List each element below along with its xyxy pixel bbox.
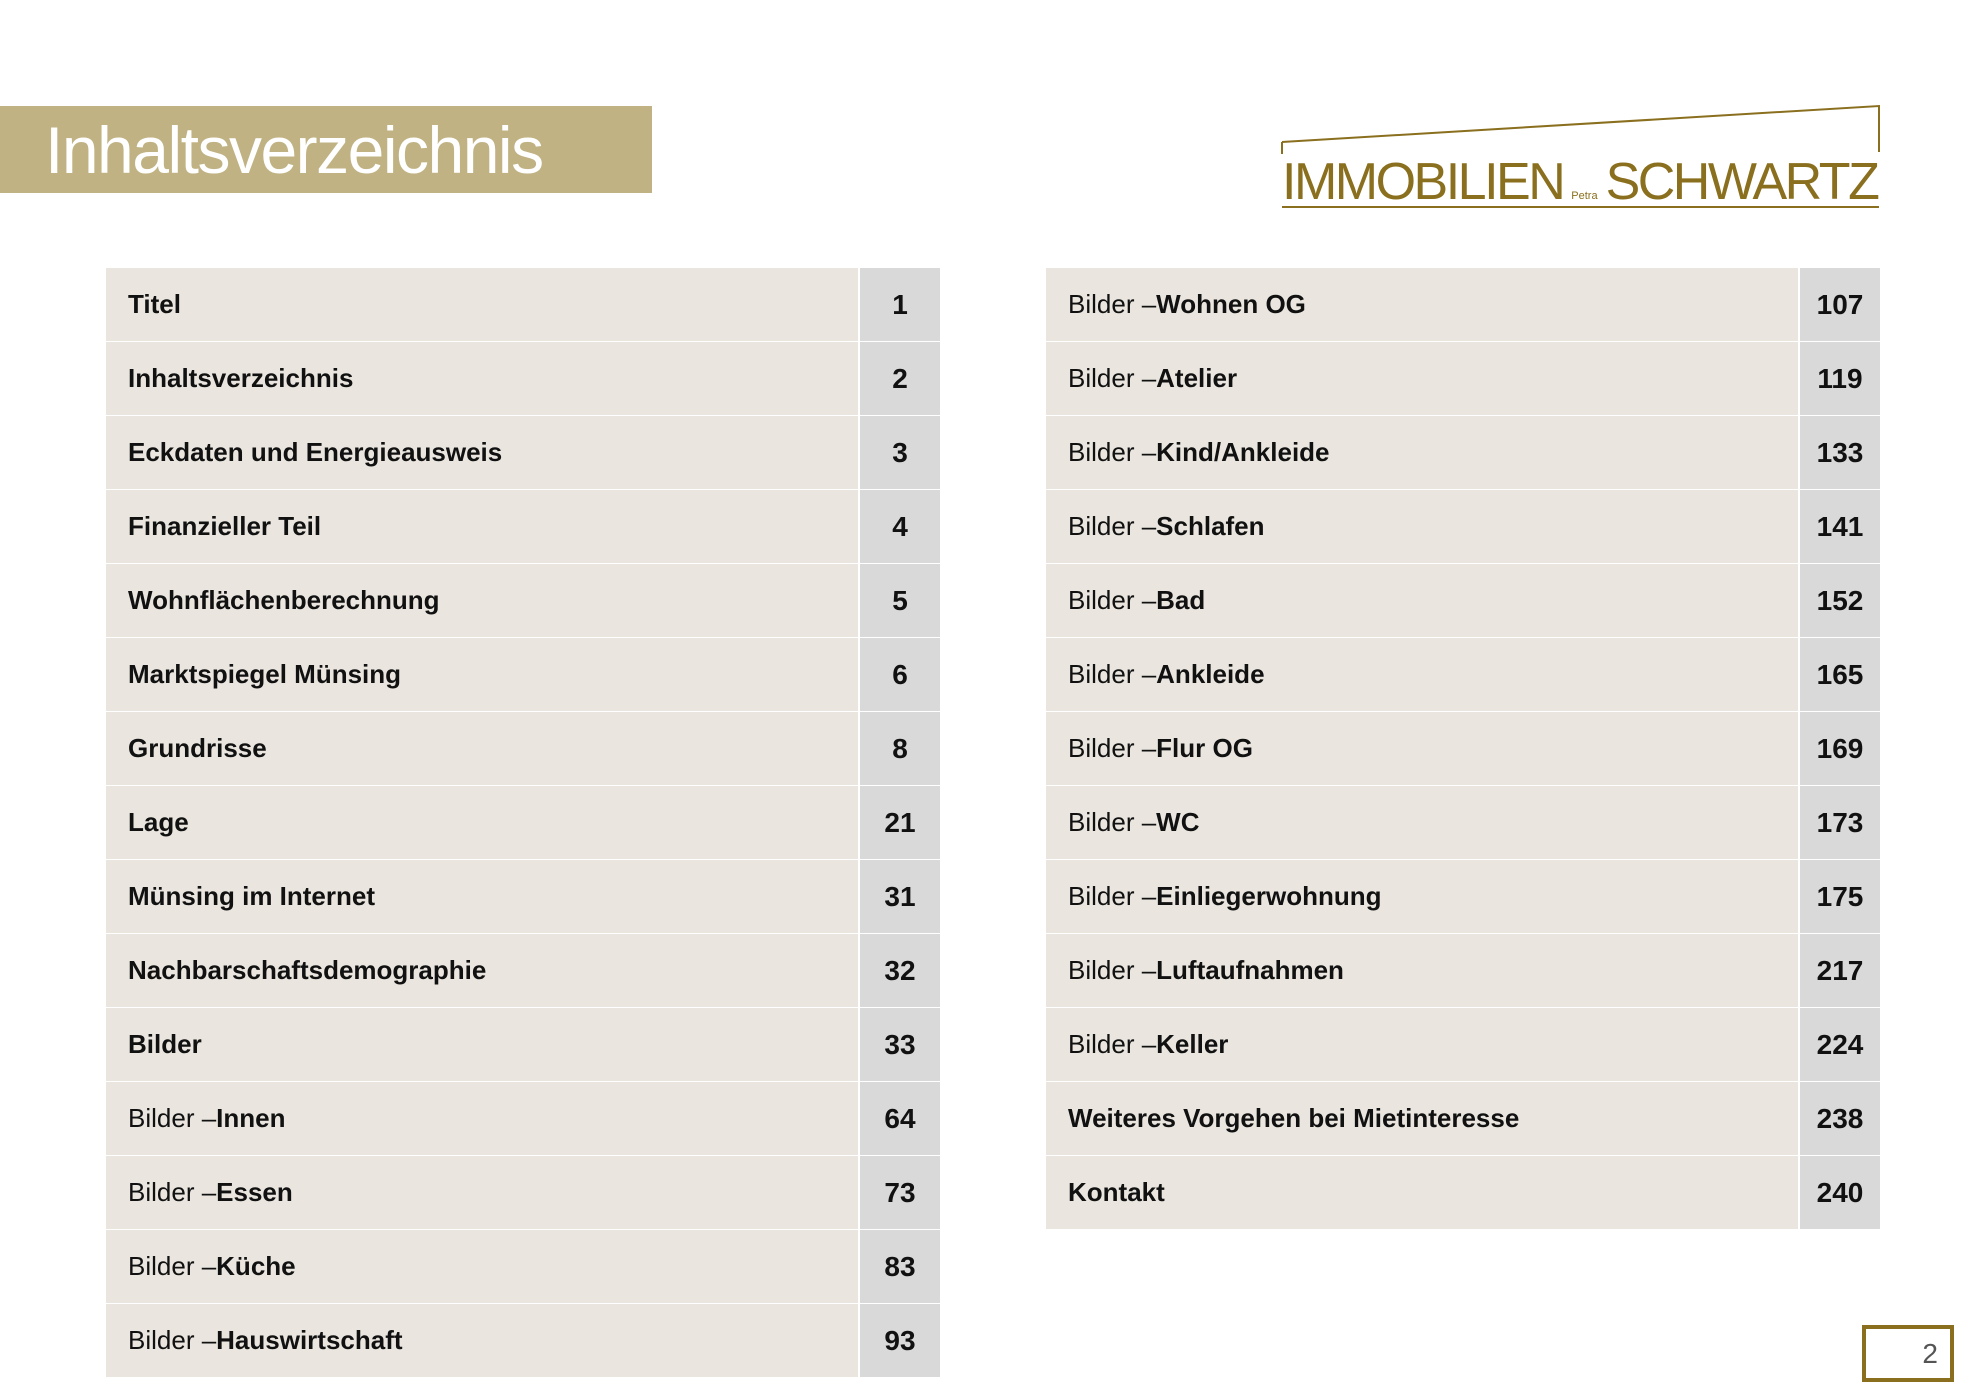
- toc-row[interactable]: [1046, 1082, 1880, 1155]
- toc-entry-label: [106, 860, 858, 933]
- toc-row[interactable]: [1046, 1008, 1880, 1081]
- toc-entry-prefix: Bilder –: [1068, 881, 1157, 911]
- toc-entry-label: [1046, 342, 1798, 415]
- toc-entry-page: 2: [860, 342, 940, 415]
- toc-entry-page: 152: [1800, 564, 1880, 637]
- toc-row[interactable]: [1046, 268, 1880, 341]
- toc-entry-label: [106, 1230, 858, 1303]
- toc-entry-page: 93: [860, 1304, 940, 1377]
- toc-entry-label: [1046, 786, 1798, 859]
- toc-entry-title: Eckdaten und Energieausweis: [128, 437, 503, 467]
- toc-entry-label: [106, 342, 858, 415]
- toc-entry-page: 224: [1800, 1008, 1880, 1081]
- toc-row[interactable]: [106, 1008, 940, 1081]
- toc-entry-page: 169: [1800, 712, 1880, 785]
- toc-entry-prefix: Bilder –: [1068, 733, 1157, 763]
- toc-entry-title: Keller: [1156, 1029, 1229, 1059]
- toc-row[interactable]: [1046, 1156, 1880, 1229]
- toc-entry-page: 4: [860, 490, 940, 563]
- toc-entry-label: [1046, 638, 1798, 711]
- toc-entry-title: Bad: [1156, 585, 1206, 615]
- toc-entry-prefix: Bilder –: [1068, 1029, 1157, 1059]
- toc-entry-page: 8: [860, 712, 940, 785]
- toc-entry-title: Titel: [128, 289, 181, 319]
- title-band: [0, 106, 652, 193]
- toc-entry-prefix: Bilder –: [1068, 289, 1157, 319]
- toc-entry-label: [1046, 712, 1798, 785]
- toc-entry-label: [106, 638, 858, 711]
- toc-row[interactable]: [106, 268, 940, 341]
- toc-entry-title: Inhaltsverzeichnis: [128, 363, 354, 393]
- toc-row[interactable]: [106, 1082, 940, 1155]
- toc-row[interactable]: [106, 712, 940, 785]
- toc-entry-label: [106, 1156, 858, 1229]
- toc-entry-label: [1046, 860, 1798, 933]
- toc-entry-title: Lage: [128, 807, 189, 837]
- toc-entry-title: Grundrisse: [128, 733, 267, 763]
- toc-entry-page: 133: [1800, 416, 1880, 489]
- toc-entry-prefix: Bilder –: [128, 1177, 217, 1207]
- toc-entry-page: 83: [860, 1230, 940, 1303]
- logo-word-immobilien: IMMOBILIEN: [1282, 153, 1564, 211]
- toc-entry-page: 217: [1800, 934, 1880, 1007]
- toc-entry-title: Einliegerwohnung: [1156, 881, 1382, 911]
- toc-entry-label: [1046, 490, 1798, 563]
- toc-entry-page: 175: [1800, 860, 1880, 933]
- toc-row[interactable]: [1046, 860, 1880, 933]
- toc-entry-title: Ankleide: [1156, 659, 1265, 689]
- toc-entry-page: 1: [860, 268, 940, 341]
- toc-entry-title: Hauswirtschaft: [216, 1325, 403, 1355]
- toc-row[interactable]: [1046, 564, 1880, 637]
- toc-entry-title: WC: [1156, 807, 1200, 837]
- toc-entry-label: [1046, 1008, 1798, 1081]
- toc-entry-title: Küche: [216, 1251, 296, 1281]
- toc-row[interactable]: [106, 416, 940, 489]
- toc-entry-title: Luftaufnahmen: [1156, 955, 1344, 985]
- toc-entry-title: Innen: [216, 1103, 286, 1133]
- toc-entry-title: Münsing im Internet: [128, 881, 375, 911]
- toc-entry-prefix: Bilder –: [1068, 363, 1157, 393]
- toc-entry-prefix: Bilder –: [1068, 437, 1157, 467]
- toc-entry-prefix: Bilder –: [1068, 585, 1157, 615]
- toc-row[interactable]: [106, 638, 940, 711]
- toc-entry-label: [1046, 1156, 1798, 1229]
- toc-row[interactable]: [106, 934, 940, 1007]
- toc-entry-page: 141: [1800, 490, 1880, 563]
- page-number: 2: [1922, 1337, 1938, 1369]
- toc-row[interactable]: [106, 342, 940, 415]
- toc-row[interactable]: [106, 1156, 940, 1229]
- toc-entry-label: [1046, 416, 1798, 489]
- toc-entry-label: [106, 1304, 858, 1377]
- toc-row[interactable]: [1046, 712, 1880, 785]
- toc-entry-page: 3: [860, 416, 940, 489]
- toc-entry-page: 238: [1800, 1082, 1880, 1155]
- toc-entry-title: Essen: [216, 1177, 293, 1207]
- toc-entry-title: Marktspiegel Münsing: [128, 659, 402, 689]
- toc-entry-page: 31: [860, 860, 940, 933]
- toc-entry-label: [106, 1082, 858, 1155]
- toc-entry-prefix: Bilder –: [128, 1251, 217, 1281]
- toc-entry-page: 119: [1800, 342, 1880, 415]
- toc-entry-prefix: Bilder –: [1068, 955, 1157, 985]
- toc-entry-page: 107: [1800, 268, 1880, 341]
- toc-entry-page: 73: [860, 1156, 940, 1229]
- toc-entry-label: [106, 268, 858, 341]
- toc-row[interactable]: [1046, 638, 1880, 711]
- toc-entry-prefix: Bilder –: [1068, 511, 1157, 541]
- toc-row[interactable]: [1046, 786, 1880, 859]
- toc-entry-title: Kind/Ankleide: [1156, 437, 1330, 467]
- toc-entry-label: [106, 786, 858, 859]
- toc-entry-title: Nachbarschaftsdemographie: [128, 955, 487, 985]
- toc-entry-title: Bilder: [128, 1029, 202, 1059]
- toc-entry-title: Finanzieller Teil: [128, 511, 322, 541]
- toc-right-column: [1046, 268, 1880, 1230]
- toc-entry-page: 173: [1800, 786, 1880, 859]
- toc-row[interactable]: [106, 786, 940, 859]
- toc-entry-title: Wohnflächenberechnung: [128, 585, 440, 615]
- toc-entry-label: [106, 490, 858, 563]
- toc-row[interactable]: [106, 1230, 940, 1303]
- toc-entry-page: 21: [860, 786, 940, 859]
- toc-row[interactable]: [1046, 490, 1880, 563]
- toc-entry-page: 33: [860, 1008, 940, 1081]
- toc-entry-title: Kontakt: [1068, 1177, 1165, 1207]
- toc-row[interactable]: [106, 564, 940, 637]
- toc-entry-label: [1046, 934, 1798, 1007]
- logo-word-petra: Petra: [1571, 190, 1598, 202]
- toc-row[interactable]: [1046, 416, 1880, 489]
- toc-entry-page: 32: [860, 934, 940, 1007]
- toc-entry-title: Weiteres Vorgehen bei Mietinteresse: [1068, 1103, 1520, 1133]
- logo-word-schwartz: SCHWARTZ: [1605, 153, 1878, 211]
- toc-entry-prefix: Bilder –: [1068, 807, 1157, 837]
- toc-entry-label: [106, 934, 858, 1007]
- toc-entry-prefix: Bilder –: [128, 1103, 217, 1133]
- toc-entry-prefix: Bilder –: [128, 1325, 217, 1355]
- toc-row[interactable]: [106, 490, 940, 563]
- toc-entry-page: 165: [1800, 638, 1880, 711]
- logo-wordmark: [1282, 152, 1877, 212]
- toc-entry-label: [1046, 268, 1798, 341]
- page-title: Inhaltsverzeichnis: [45, 112, 543, 187]
- company-logo: [1280, 104, 1882, 210]
- toc-entry-page: 5: [860, 564, 940, 637]
- toc-left-column: [106, 268, 940, 1378]
- toc-entry-prefix: Bilder –: [1068, 659, 1157, 689]
- toc-entry-page: 240: [1800, 1156, 1880, 1229]
- toc-entry-label: [106, 712, 858, 785]
- toc-entry-label: [1046, 1082, 1798, 1155]
- toc-entry-label: [106, 564, 858, 637]
- toc-row[interactable]: [106, 860, 940, 933]
- toc-entry-title: Wohnen OG: [1156, 289, 1306, 319]
- toc-entry-label: [106, 416, 858, 489]
- toc-row[interactable]: [106, 1304, 940, 1377]
- toc-row[interactable]: [1046, 934, 1880, 1007]
- toc-entry-page: 64: [860, 1082, 940, 1155]
- toc-entry-page: 6: [860, 638, 940, 711]
- toc-row[interactable]: [1046, 342, 1880, 415]
- toc-entry-title: Flur OG: [1156, 733, 1253, 763]
- page-number-box: [1862, 1325, 1954, 1382]
- toc-entry-title: Schlafen: [1156, 511, 1265, 541]
- toc-entry-title: Atelier: [1156, 363, 1238, 393]
- toc-entry-label: [106, 1008, 858, 1081]
- toc-entry-label: [1046, 564, 1798, 637]
